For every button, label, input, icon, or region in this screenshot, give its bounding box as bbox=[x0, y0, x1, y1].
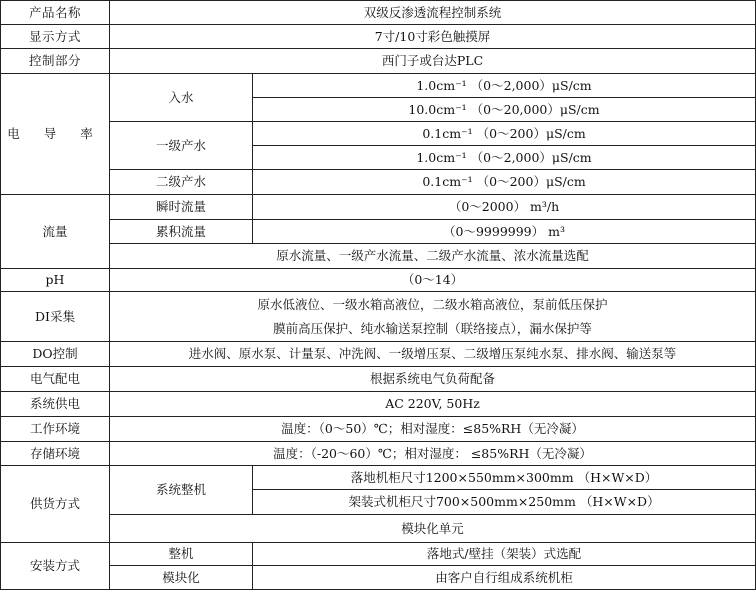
row-label-ph: pH bbox=[1, 269, 110, 292]
row-label-install: 安装方式 bbox=[1, 543, 110, 590]
row-label-power: 系统供电 bbox=[1, 392, 110, 417]
table-row bbox=[1, 49, 756, 74]
row-label-supply: 供货方式 bbox=[1, 466, 110, 543]
table-row bbox=[1, 269, 756, 292]
table-row bbox=[1, 170, 756, 195]
ph-value: （0～14） bbox=[110, 269, 756, 292]
di-line-1: 原水低液位、一级水箱高液位，二级水箱高液位，泵前低压保护 bbox=[257, 296, 608, 312]
row-label-display: 显示方式 bbox=[1, 25, 110, 49]
row-label-conductivity: 电 导 率 bbox=[1, 74, 110, 195]
storage-env-value: 温度：（-20～60）℃；相对湿度： ≤85%RH（无冷凝） bbox=[110, 442, 756, 466]
electrical-value: 根据系统电气负荷配备 bbox=[110, 367, 756, 392]
di-line-2: 膜前高压保护、纯水输送泵控制（联络接点），漏水保护等 bbox=[273, 320, 592, 336]
table-row bbox=[1, 515, 756, 543]
conductivity-stage1-range-2: 1.0cm⁻¹ （0～2,000）μS/cm bbox=[253, 146, 756, 170]
table-row bbox=[1, 74, 756, 98]
row-label-work-env: 工作环境 bbox=[1, 417, 110, 442]
row-label-do: DO控制 bbox=[1, 342, 110, 367]
conductivity-stage1-range-1: 0.1cm⁻¹ （0～200）μS/cm bbox=[253, 122, 756, 146]
work-env-value: 温度：（0～50）℃；相对湿度：≤85%RH（无冷凝） bbox=[110, 417, 756, 442]
control-value: 西门子或台达PLC bbox=[110, 49, 756, 74]
install-module-value: 由客户自行组成系统机柜 bbox=[253, 566, 756, 590]
flow-instant-value: （0～2000） m³/h bbox=[253, 195, 756, 220]
table-row bbox=[1, 25, 756, 49]
conductivity-stage2-label: 二级产水 bbox=[110, 170, 253, 195]
row-label-di: DI采集 bbox=[1, 292, 110, 342]
do-value: 进水阀、原水泵、计量泵、冲洗阀、一级增压泵、二级增压泵纯水泵、排水阀、输送泵等 bbox=[110, 342, 756, 367]
install-whole-label: 整机 bbox=[110, 543, 253, 566]
row-label-product-name: 产品名称 bbox=[1, 1, 110, 25]
supply-complete-label: 系统整机 bbox=[110, 466, 253, 515]
flow-instant-label: 瞬时流量 bbox=[110, 195, 253, 220]
table-row bbox=[1, 292, 756, 342]
table-row bbox=[1, 417, 756, 442]
row-label-storage-env: 存储环境 bbox=[1, 442, 110, 466]
conductivity-inlet-range-2: 10.0cm⁻¹ （0～20,000）μS/cm bbox=[253, 98, 756, 122]
table-row bbox=[1, 220, 756, 244]
conductivity-stage2-range-1: 0.1cm⁻¹ （0～200）μS/cm bbox=[253, 170, 756, 195]
flow-cumulative-label: 累积流量 bbox=[110, 220, 253, 244]
supply-floor-cabinet: 落地机柜尺寸1200×550mm×300mm （H×W×D） bbox=[253, 466, 756, 490]
row-label-electrical: 电气配电 bbox=[1, 367, 110, 392]
install-module-label: 模块化 bbox=[110, 566, 253, 590]
table-row bbox=[1, 466, 756, 490]
table-row bbox=[1, 392, 756, 417]
conductivity-inlet-label: 入水 bbox=[110, 74, 253, 122]
flow-cumulative-value: （0～9999999） m³ bbox=[253, 220, 756, 244]
table-row bbox=[1, 244, 756, 269]
row-label-control: 控制部分 bbox=[1, 49, 110, 74]
table-row bbox=[1, 442, 756, 466]
install-whole-value: 落地式/壁挂（架装）式选配 bbox=[253, 543, 756, 566]
table-row bbox=[1, 543, 756, 566]
flow-options: 原水流量、一级产水流量、二级产水流量、浓水流量选配 bbox=[110, 244, 756, 269]
conductivity-inlet-range-1: 1.0cm⁻¹ （0～2,000）μS/cm bbox=[253, 74, 756, 98]
row-label-flow: 流量 bbox=[1, 195, 110, 269]
table-row bbox=[1, 367, 756, 392]
power-value: AC 220V, 50Hz bbox=[110, 392, 756, 417]
supply-rack-cabinet: 架装式机柜尺寸700×500mm×250mm （H×W×D） bbox=[253, 490, 756, 515]
table-row bbox=[1, 195, 756, 220]
supply-modular: 模块化单元 bbox=[110, 515, 756, 543]
product-name-value: 双级反渗透流程控制系统 bbox=[110, 1, 756, 25]
table-row bbox=[1, 566, 756, 590]
table-row bbox=[1, 122, 756, 146]
conductivity-stage1-label: 一级产水 bbox=[110, 122, 253, 170]
table-row bbox=[1, 342, 756, 367]
table-row bbox=[1, 1, 756, 25]
display-value: 7寸/10寸彩色触摸屏 bbox=[110, 25, 756, 49]
di-value bbox=[110, 292, 756, 342]
